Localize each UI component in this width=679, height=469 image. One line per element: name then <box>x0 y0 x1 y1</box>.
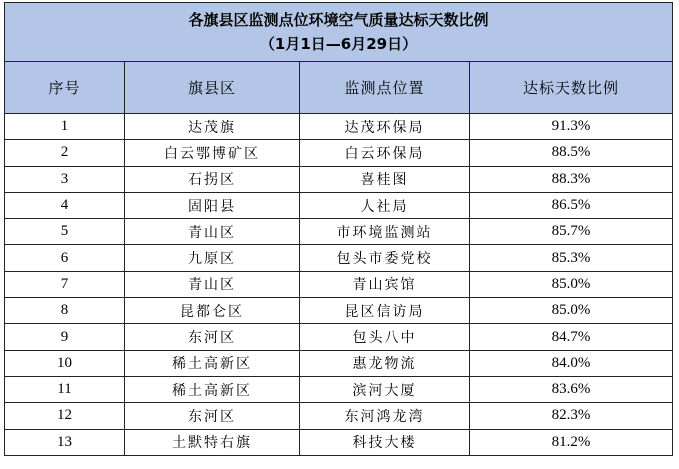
title-line-2: （1月1日—6月29日） <box>259 35 418 53</box>
row-ratio: 85.7% <box>470 219 673 245</box>
row-site: 东河鸿龙湾 <box>300 403 470 429</box>
row-ratio: 84.7% <box>470 324 673 350</box>
row-district: 稀土高新区 <box>125 376 300 402</box>
table-row <box>5 376 673 402</box>
table-row <box>5 192 673 218</box>
row-index: 10 <box>5 350 125 376</box>
row-index: 6 <box>5 245 125 271</box>
row-site: 人社局 <box>300 192 470 218</box>
header-ratio: 达标天数比例 <box>470 62 673 114</box>
header-index: 序号 <box>5 62 125 114</box>
row-district: 九原区 <box>125 245 300 271</box>
row-ratio: 84.0% <box>470 350 673 376</box>
table-row <box>5 245 673 271</box>
row-district: 昆都仑区 <box>125 298 300 324</box>
row-index: 9 <box>5 324 125 350</box>
row-district: 石拐区 <box>125 166 300 192</box>
row-ratio: 82.3% <box>470 403 673 429</box>
row-district: 东河区 <box>125 403 300 429</box>
row-ratio: 85.3% <box>470 245 673 271</box>
row-index: 13 <box>5 429 125 455</box>
row-site: 昆区信访局 <box>300 298 470 324</box>
header-row <box>5 62 673 114</box>
table-title <box>5 3 673 62</box>
table-row <box>5 166 673 192</box>
row-site: 白云环保局 <box>300 140 470 166</box>
row-district: 青山区 <box>125 219 300 245</box>
table-row <box>5 114 673 140</box>
row-index: 12 <box>5 403 125 429</box>
table-row <box>5 271 673 297</box>
row-ratio: 85.0% <box>470 298 673 324</box>
table-row <box>5 403 673 429</box>
row-site: 包头市委党校 <box>300 245 470 271</box>
row-district: 青山区 <box>125 271 300 297</box>
row-ratio: 88.3% <box>470 166 673 192</box>
row-site: 包头八中 <box>300 324 470 350</box>
row-index: 11 <box>5 376 125 402</box>
row-district: 达茂旗 <box>125 114 300 140</box>
row-index: 8 <box>5 298 125 324</box>
row-ratio: 88.5% <box>470 140 673 166</box>
row-index: 3 <box>5 166 125 192</box>
row-site: 喜桂图 <box>300 166 470 192</box>
row-site: 科技大楼 <box>300 429 470 455</box>
row-ratio: 81.2% <box>470 429 673 455</box>
air-quality-table <box>4 2 673 456</box>
header-site: 监测点位置 <box>300 62 470 114</box>
table-body <box>5 114 673 456</box>
row-index: 1 <box>5 114 125 140</box>
table-row <box>5 140 673 166</box>
row-district: 土默特右旗 <box>125 429 300 455</box>
row-ratio: 85.0% <box>470 271 673 297</box>
table-row <box>5 350 673 376</box>
table-row <box>5 324 673 350</box>
row-index: 5 <box>5 219 125 245</box>
row-site: 青山宾馆 <box>300 271 470 297</box>
row-site: 达茂环保局 <box>300 114 470 140</box>
table-row <box>5 219 673 245</box>
row-ratio: 83.6% <box>470 376 673 402</box>
title-line-1: 各旗县区监测点位环境空气质量达标天数比例 <box>188 11 489 29</box>
row-district: 白云鄂博矿区 <box>125 140 300 166</box>
header-district: 旗县区 <box>125 62 300 114</box>
row-site: 市环境监测站 <box>300 219 470 245</box>
row-district: 稀土高新区 <box>125 350 300 376</box>
row-index: 4 <box>5 192 125 218</box>
row-index: 7 <box>5 271 125 297</box>
row-site: 滨河大厦 <box>300 376 470 402</box>
table-row <box>5 429 673 455</box>
row-index: 2 <box>5 140 125 166</box>
table-row <box>5 298 673 324</box>
row-district: 东河区 <box>125 324 300 350</box>
row-site: 惠龙物流 <box>300 350 470 376</box>
row-ratio: 91.3% <box>470 114 673 140</box>
row-ratio: 86.5% <box>470 192 673 218</box>
row-district: 固阳县 <box>125 192 300 218</box>
